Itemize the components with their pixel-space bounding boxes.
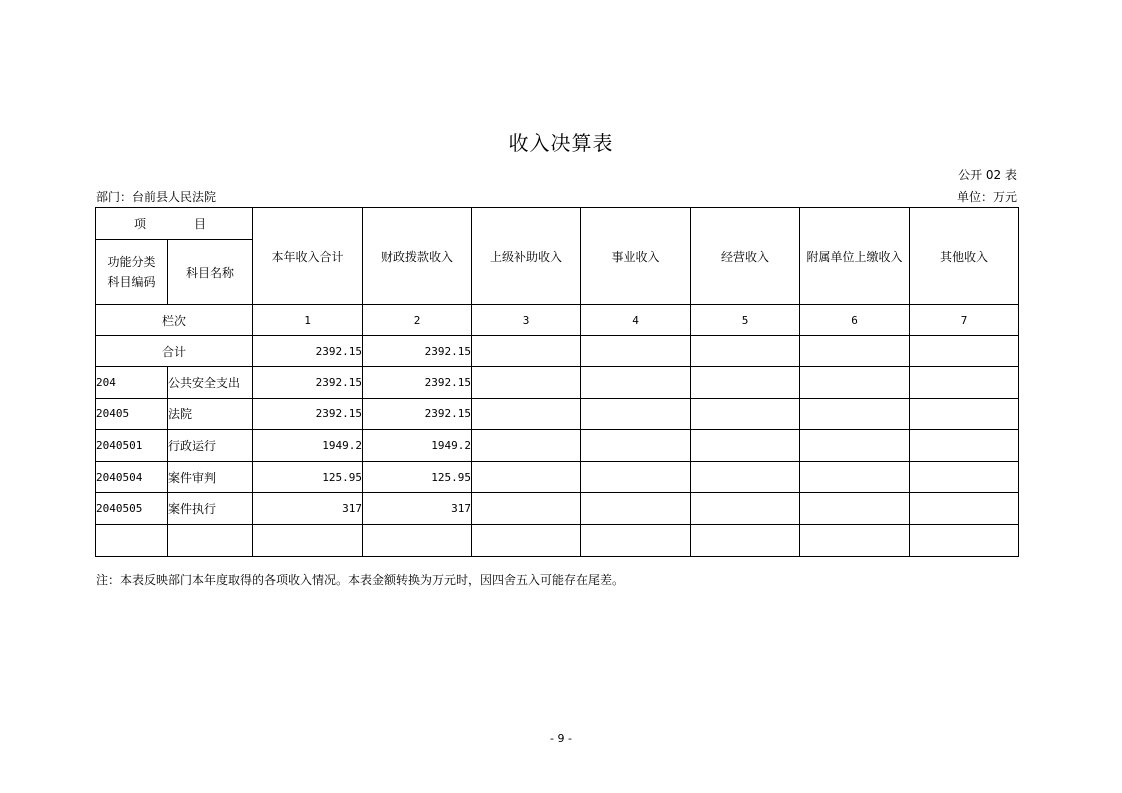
value-cell (581, 398, 691, 430)
total-value (472, 336, 581, 367)
total-row (96, 336, 1019, 367)
total-value: 2392.15 (363, 336, 472, 367)
total-value (800, 336, 910, 367)
column-number: 1 (253, 305, 363, 336)
table-row (96, 367, 1019, 399)
value-cell (581, 367, 691, 399)
page-number: - 9 - (550, 732, 572, 745)
column-number: 4 (581, 305, 691, 336)
value-cell: 2392.15 (253, 367, 363, 399)
value-cell (910, 398, 1019, 430)
value-cell (691, 398, 800, 430)
total-value (910, 336, 1019, 367)
subject-name-cell: 行政运行 (168, 430, 253, 462)
value-cell (581, 524, 691, 556)
value-cell: 1949.2 (253, 430, 363, 462)
header-col-4: 事业收入 (581, 208, 691, 305)
value-cell (472, 398, 581, 430)
value-cell (800, 430, 910, 462)
value-cell (691, 430, 800, 462)
value-cell: 125.95 (253, 461, 363, 493)
value-cell (363, 524, 472, 556)
table-row (96, 493, 1019, 525)
value-cell (800, 524, 910, 556)
func-code-cell: 204 (96, 367, 168, 399)
table-body (96, 208, 1019, 557)
value-cell (472, 524, 581, 556)
value-cell (691, 461, 800, 493)
value-cell (800, 398, 910, 430)
func-code-cell: 2040504 (96, 461, 168, 493)
func-code-cell: 2040501 (96, 430, 168, 462)
page-title: 收入决算表 (508, 131, 614, 155)
header-col-5: 经营收入 (691, 208, 800, 305)
value-cell (581, 493, 691, 525)
column-number: 3 (472, 305, 581, 336)
func-code-cell: 20405 (96, 398, 168, 430)
subject-name-cell (168, 524, 253, 556)
department-label: 部门：台前县人民法院 (96, 190, 217, 204)
value-cell (472, 430, 581, 462)
value-cell (910, 524, 1019, 556)
subject-name-cell: 案件审判 (168, 461, 253, 493)
total-value: 2392.15 (253, 336, 363, 367)
value-cell (581, 461, 691, 493)
header-item: 项 目 (96, 208, 253, 240)
income-table (95, 207, 1019, 557)
column-number: 7 (910, 305, 1019, 336)
column-number: 2 (363, 305, 472, 336)
subject-name-cell: 公共安全支出 (168, 367, 253, 399)
header-col-3: 上级补助收入 (472, 208, 581, 305)
value-cell: 317 (253, 493, 363, 525)
value-cell (910, 461, 1019, 493)
header-col-7: 其他收入 (910, 208, 1019, 305)
value-cell (691, 367, 800, 399)
table-row (96, 461, 1019, 493)
unit-label: 单位：万元 (956, 190, 1017, 204)
header-col-6: 附属单位上缴收入 (800, 208, 910, 305)
column-number: 6 (800, 305, 910, 336)
value-cell (910, 493, 1019, 525)
value-cell: 125.95 (363, 461, 472, 493)
value-cell (800, 461, 910, 493)
form-number: 公开 02 表 (958, 168, 1017, 182)
value-cell (691, 524, 800, 556)
value-cell (910, 367, 1019, 399)
value-cell (472, 367, 581, 399)
value-cell (581, 430, 691, 462)
value-cell: 317 (363, 493, 472, 525)
column-number: 5 (691, 305, 800, 336)
value-cell (800, 493, 910, 525)
column-number-label: 栏次 (96, 305, 253, 336)
header-subject-name: 科目名称 (168, 240, 253, 305)
total-value (691, 336, 800, 367)
value-cell (472, 493, 581, 525)
total-label: 合计 (96, 336, 253, 367)
footnote: 注：本表反映部门本年度取得的各项收入情况。本表金额转换为万元时，因四舍五入可能存在尾差。 (96, 573, 625, 587)
value-cell (910, 430, 1019, 462)
table-row (96, 524, 1019, 556)
table-row (96, 398, 1019, 430)
header-func-code: 功能分类科目编码 (96, 240, 168, 305)
func-code-cell: 2040505 (96, 493, 168, 525)
value-cell (253, 524, 363, 556)
value-cell (472, 461, 581, 493)
value-cell: 2392.15 (363, 367, 472, 399)
header-col-2: 财政拨款收入 (363, 208, 472, 305)
value-cell: 1949.2 (363, 430, 472, 462)
total-value (581, 336, 691, 367)
value-cell: 2392.15 (253, 398, 363, 430)
table-row (96, 430, 1019, 462)
subject-name-cell: 法院 (168, 398, 253, 430)
header-row (96, 208, 1019, 240)
value-cell (800, 367, 910, 399)
value-cell: 2392.15 (363, 398, 472, 430)
header-col-1: 本年收入合计 (253, 208, 363, 305)
func-code-cell (96, 524, 168, 556)
subject-name-cell: 案件执行 (168, 493, 253, 525)
value-cell (691, 493, 800, 525)
column-number-row (96, 305, 1019, 336)
